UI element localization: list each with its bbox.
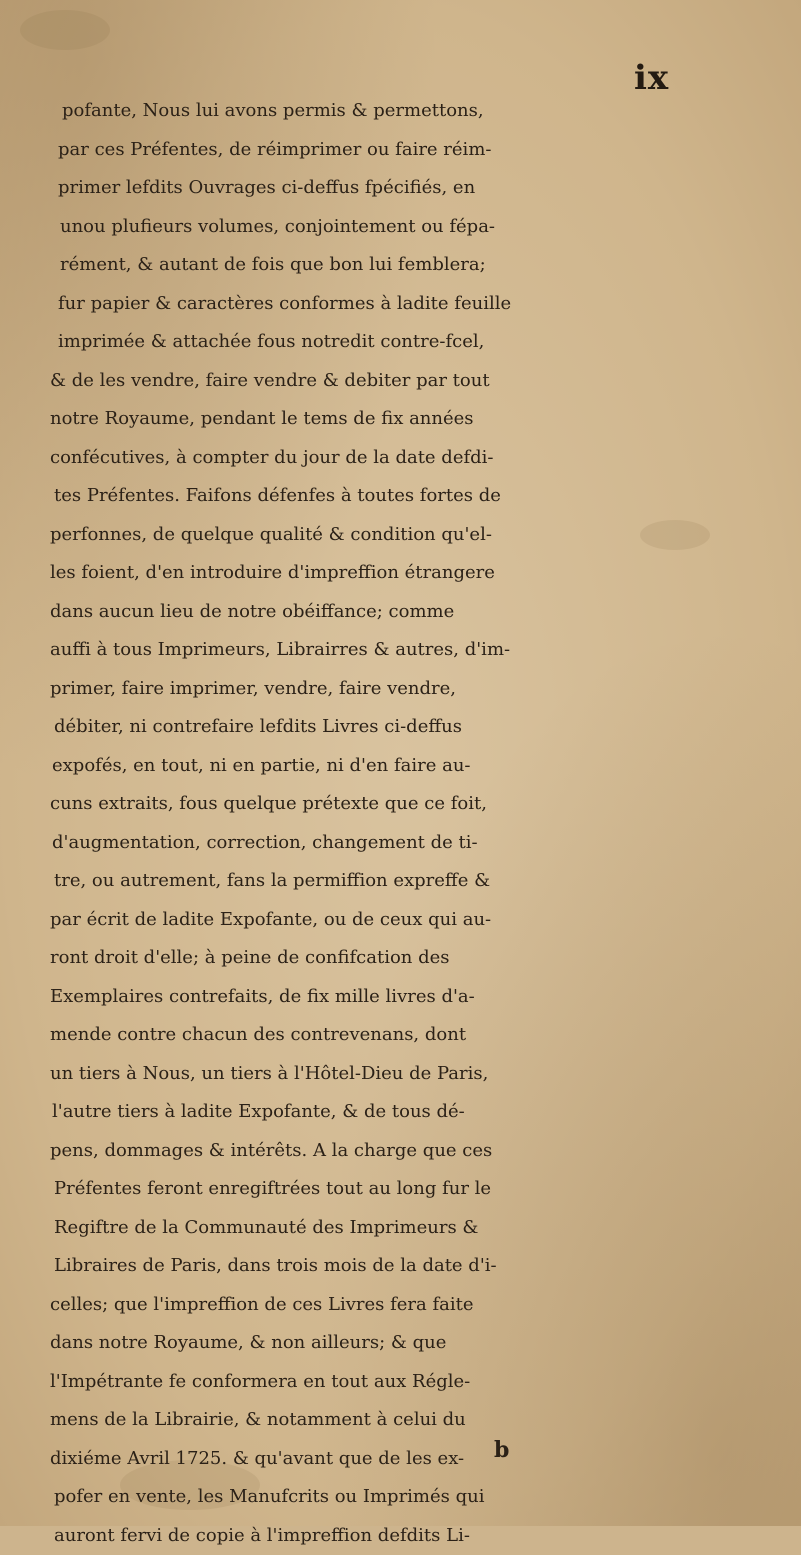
paper-stain [20, 10, 110, 50]
text-line: celles; que l'impreffion de ces Livres fera faite [30, 1286, 790, 1325]
body-text [30, 92, 790, 1555]
signature-mark: b [494, 1437, 509, 1463]
text-line: confécutives, à compter du jour de la date defdi- [30, 439, 790, 478]
text-line: Préfentes feront enregiftrées tout au long fur le [30, 1170, 790, 1209]
text-line: ront droit d'elle; à peine de confifcation des [30, 939, 790, 978]
text-line: fur papier & caractères conformes à ladite feuille [30, 285, 790, 324]
text-line: un tiers à Nous, un tiers à l'Hôtel-Dieu de Paris, [30, 1055, 790, 1094]
text-line: primer, faire imprimer, vendre, faire vendre, [30, 670, 790, 709]
text-line: dixiéme Avril 1725. & qu'avant que de les ex- [30, 1440, 790, 1479]
text-line: cuns extraits, fous quelque prétexte que ce foit, [30, 785, 790, 824]
text-line: par ces Préfentes, de réimprimer ou faire réim- [30, 131, 790, 170]
page-number: ix [634, 58, 669, 98]
text-line: rément, & autant de fois que bon lui femblera; [30, 246, 790, 285]
text-line: primer lefdits Ouvrages ci-deffus fpécifiés, en [30, 169, 790, 208]
text-line: l'autre tiers à ladite Expofante, & de tous dé- [30, 1093, 790, 1132]
text-line: unou plufieurs volumes, conjointement ou fépa- [30, 208, 790, 247]
text-line: tre, ou autrement, fans la permiffion expreffe & [30, 862, 790, 901]
text-line: débiter, ni contrefaire lefdits Livres ci-deffus [30, 708, 790, 747]
text-line: pens, dommages & intérêts. A la charge que ces [30, 1132, 790, 1171]
text-line: auront fervi de copie à l'impreffion defdits Li- [30, 1517, 790, 1555]
text-line: dans aucun lieu de notre obéiffance; comme [30, 593, 790, 632]
text-line: imprimée & attachée fous notredit contre-fcel, [30, 323, 790, 362]
text-line: l'Impétrante fe conformera en tout aux Régle- [30, 1363, 790, 1402]
text-line: d'augmentation, correction, changement de ti- [30, 824, 790, 863]
text-line: perfonnes, de quelque qualité & condition qu'el- [30, 516, 790, 555]
text-line: auffi à tous Imprimeurs, Librairres & autres, d'im- [30, 631, 790, 670]
text-line: expofés, en tout, ni en partie, ni d'en faire au- [30, 747, 790, 786]
text-line: mens de la Librairie, & notamment à celui du [30, 1401, 790, 1440]
text-line: Regiftre de la Communauté des Imprimeurs & [30, 1209, 790, 1248]
text-line: pofante, Nous lui avons permis & permettons, [30, 92, 790, 131]
text-line: les foient, d'en introduire d'impreffion étrangere [30, 554, 790, 593]
text-line: & de les vendre, faire vendre & debiter par tout [30, 362, 790, 401]
text-line: pofer en vente, les Manufcrits ou Imprimés qui [30, 1478, 790, 1517]
text-line: mende contre chacun des contrevenans, dont [30, 1016, 790, 1055]
text-line: par écrit de ladite Expofante, ou de ceux qui au- [30, 901, 790, 940]
text-line: Libraires de Paris, dans trois mois de la date d'i- [30, 1247, 790, 1286]
text-line: dans notre Royaume, & non ailleurs; & que [30, 1324, 790, 1363]
text-line: tes Préfentes. Faifons défenfes à toutes fortes de [30, 477, 790, 516]
text-line: Exemplaires contrefaits, de fix mille livres d'a- [30, 978, 790, 1017]
text-line: notre Royaume, pendant le tems de fix années [30, 400, 790, 439]
